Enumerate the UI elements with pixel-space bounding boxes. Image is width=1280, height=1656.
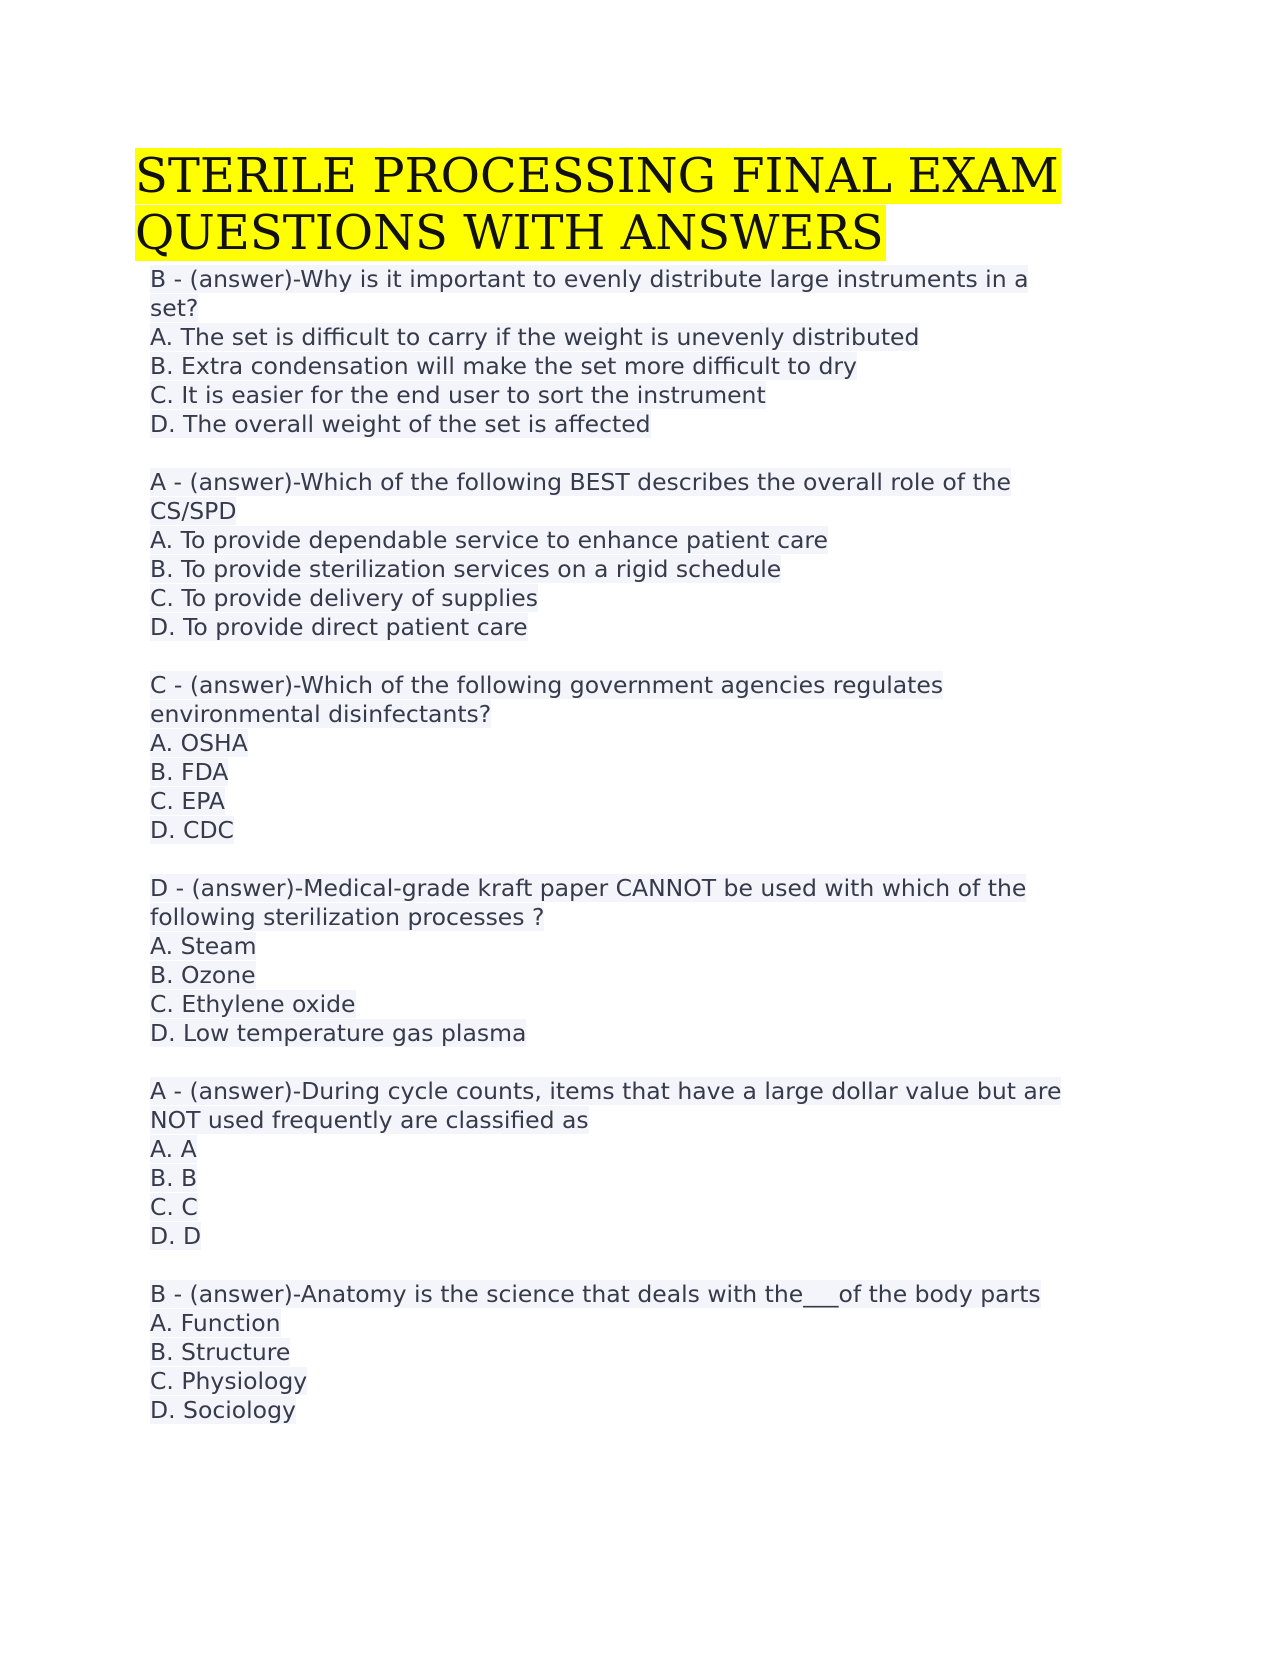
question-text-continued: environmental disinfectants? [150, 700, 492, 728]
answer-option: D. To provide direct patient care [150, 613, 528, 641]
answer-option: C. EPA [150, 787, 225, 815]
question-text: A - (answer)-During cycle counts, items that have a large dollar value but are [150, 1077, 1062, 1105]
answer-option: C. Physiology [150, 1367, 308, 1395]
answer-option: B. Extra condensation will make the set more difficult to dry [150, 352, 857, 380]
answer-option: A. OSHA [150, 729, 248, 757]
question-text: C - (answer)-Which of the following government agencies regulates [150, 671, 944, 699]
question-text-continued: NOT used frequently are classified as [150, 1106, 589, 1134]
question-block [150, 1280, 1150, 1425]
answer-option: B. B [150, 1164, 198, 1192]
question-text-continued: set? [150, 294, 199, 322]
answer-option: D. CDC [150, 816, 234, 844]
answer-option: D. Low temperature gas plasma [150, 1019, 527, 1047]
answer-option: B. To provide sterilization services on a rigid schedule [150, 555, 782, 583]
answer-option: C. Ethylene oxide [150, 990, 356, 1018]
question-text: B - (answer)-Anatomy is the science that deals with the___of the body parts [150, 1280, 1041, 1308]
answer-option: A. To provide dependable service to enhance patient care [150, 526, 828, 554]
document-title [135, 148, 1135, 262]
title-line-2: QUESTIONS WITH ANSWERS [135, 205, 884, 261]
question-text: D - (answer)-Medical-grade kraft paper CANNOT be used with which of the [150, 874, 1027, 902]
question-block [150, 671, 1150, 845]
answer-option: C. To provide delivery of supplies [150, 584, 538, 612]
answer-option: B. Ozone [150, 961, 256, 989]
question-block [150, 265, 1150, 439]
answer-option: C. C [150, 1193, 198, 1221]
answer-option: D. Sociology [150, 1396, 296, 1424]
answer-option: D. D [150, 1222, 202, 1250]
title-line-1: STERILE PROCESSING FINAL EXAM [135, 148, 1059, 204]
answer-option: A. Steam [150, 932, 257, 960]
question-list [150, 265, 1150, 1454]
question-text-continued: following sterilization processes ? [150, 903, 545, 931]
question-block [150, 1077, 1150, 1251]
answer-option: C. It is easier for the end user to sort the instrument [150, 381, 766, 409]
question-text: A - (answer)-Which of the following BEST describes the overall role of the [150, 468, 1012, 496]
question-block [150, 874, 1150, 1048]
answer-option: B. FDA [150, 758, 229, 786]
answer-option: A. The set is difficult to carry if the weight is unevenly distributed [150, 323, 920, 351]
answer-option: D. The overall weight of the set is affected [150, 410, 651, 438]
question-block [150, 468, 1150, 642]
answer-option: A. A [150, 1135, 197, 1163]
question-text: B - (answer)-Why is it important to evenly distribute large instruments in a [150, 265, 1029, 293]
answer-option: A. Function [150, 1309, 281, 1337]
answer-option: B. Structure [150, 1338, 291, 1366]
question-text-continued: CS/SPD [150, 497, 237, 525]
